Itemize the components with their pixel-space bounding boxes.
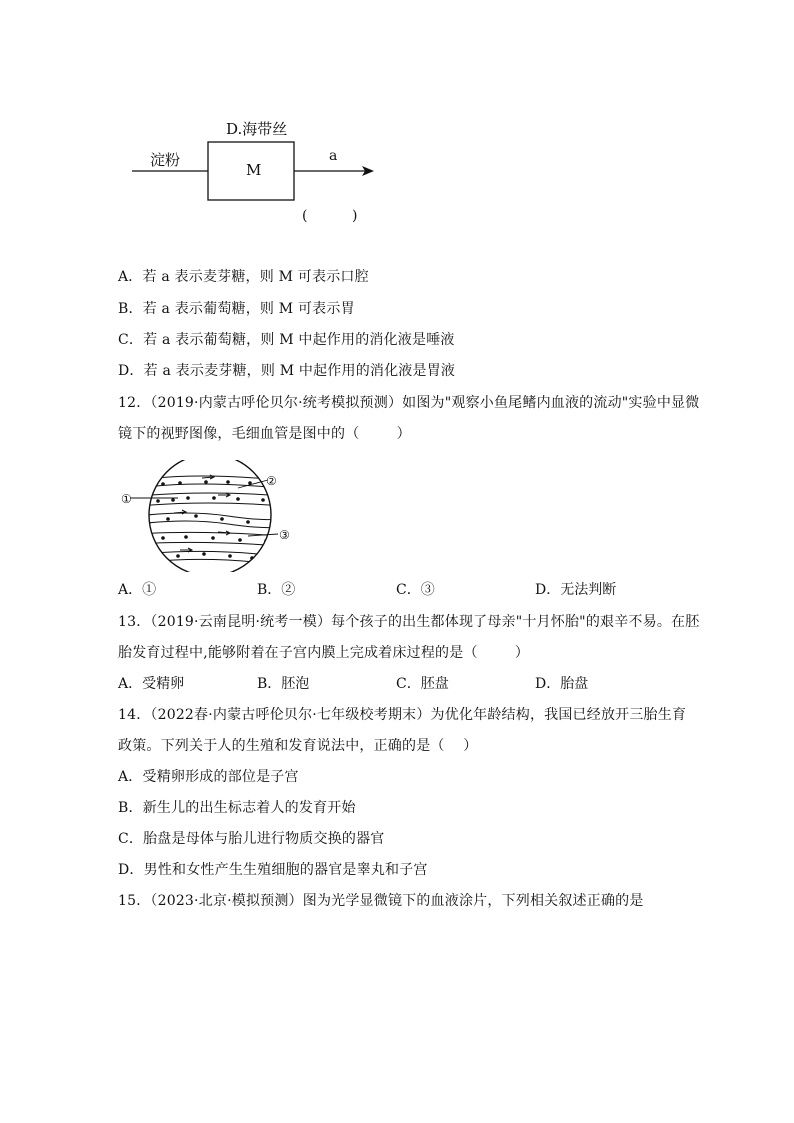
q14-option-d: D．男性和女性产生生殖细胞的器官是睾丸和子宫 <box>118 862 428 878</box>
figure1-box-label: M <box>246 161 262 179</box>
q12-option-d: D．无法判断 <box>535 582 617 598</box>
q13-option-c: C．胚盘 <box>396 676 449 692</box>
q13-option-d: D．胎盘 <box>535 676 589 692</box>
q11-option-b: B．若 a 表示葡萄糖，则 M 可表示胃 <box>118 301 355 317</box>
fig-label-3: ③ <box>279 528 290 542</box>
figure1-output-label: a <box>329 148 338 164</box>
fig-label-2: ② <box>266 474 277 488</box>
q14-stem-line1: 14．（2022春·内蒙古呼伦贝尔·七年级校考期末）为优化年龄结构，我国已经放开三胎生育 <box>118 707 687 723</box>
q14-option-b: B．新生儿的出生标志着人的发育开始 <box>118 800 356 816</box>
q11-option-a: A．若 a 表示麦芽糖，则 M 可表示口腔 <box>118 269 369 285</box>
q15-stem-line1: 15．（2023·北京·模拟预测）图为光学显微镜下的血液涂片，下列相关叙述正确的是 <box>118 893 644 909</box>
q12-option-c: C．③ <box>396 582 435 598</box>
q12-option-a: A．① <box>118 582 157 598</box>
q13-option-a: A．受精卵 <box>118 676 185 692</box>
fig-label-1: ① <box>121 492 132 506</box>
q12-stem-line2: 镜下的视野图像，毛细血管是图中的（ ） <box>118 426 411 442</box>
q11-option-d: D．若 a 表示麦芽糖，则 M 中起作用的消化液是胃液 <box>118 363 456 379</box>
q12-option-b: B．② <box>257 582 296 598</box>
q13-stem-line1: 13．（2019·云南昆明·统考一模）每个孩子的出生都体现了母亲"十月怀胎"的艰辛不易。在胚 <box>118 614 700 630</box>
q14-option-c: C．胎盘是母体与胎儿进行物质交换的器官 <box>118 831 385 847</box>
figure1-input-label: 淀粉 <box>150 151 181 169</box>
q14-option-a: A．受精卵形成的部位是子宫 <box>118 769 299 785</box>
q14-stem-line2: 政策。下列关于人的生殖和发育说法中，正确的是（ ） <box>118 738 478 754</box>
q13-option-b: B．胚泡 <box>257 676 310 692</box>
figure1-answer-bracket: ( ) <box>302 208 358 224</box>
figure1-top-label: D.海带丝 <box>226 120 288 138</box>
q12-stem-line1: 12．（2019·内蒙古呼伦贝尔·统考模拟预测）如图为"观察小鱼尾鳍内血液的流动"实验中显微 <box>118 395 700 411</box>
q13-stem-line2: 胎发育过程中,能够附着在子宫内膜上完成着床过程的是（ ） <box>118 645 530 661</box>
q11-option-c: C．若 a 表示葡萄糖，则 M 中起作用的消化液是唾液 <box>118 332 455 348</box>
